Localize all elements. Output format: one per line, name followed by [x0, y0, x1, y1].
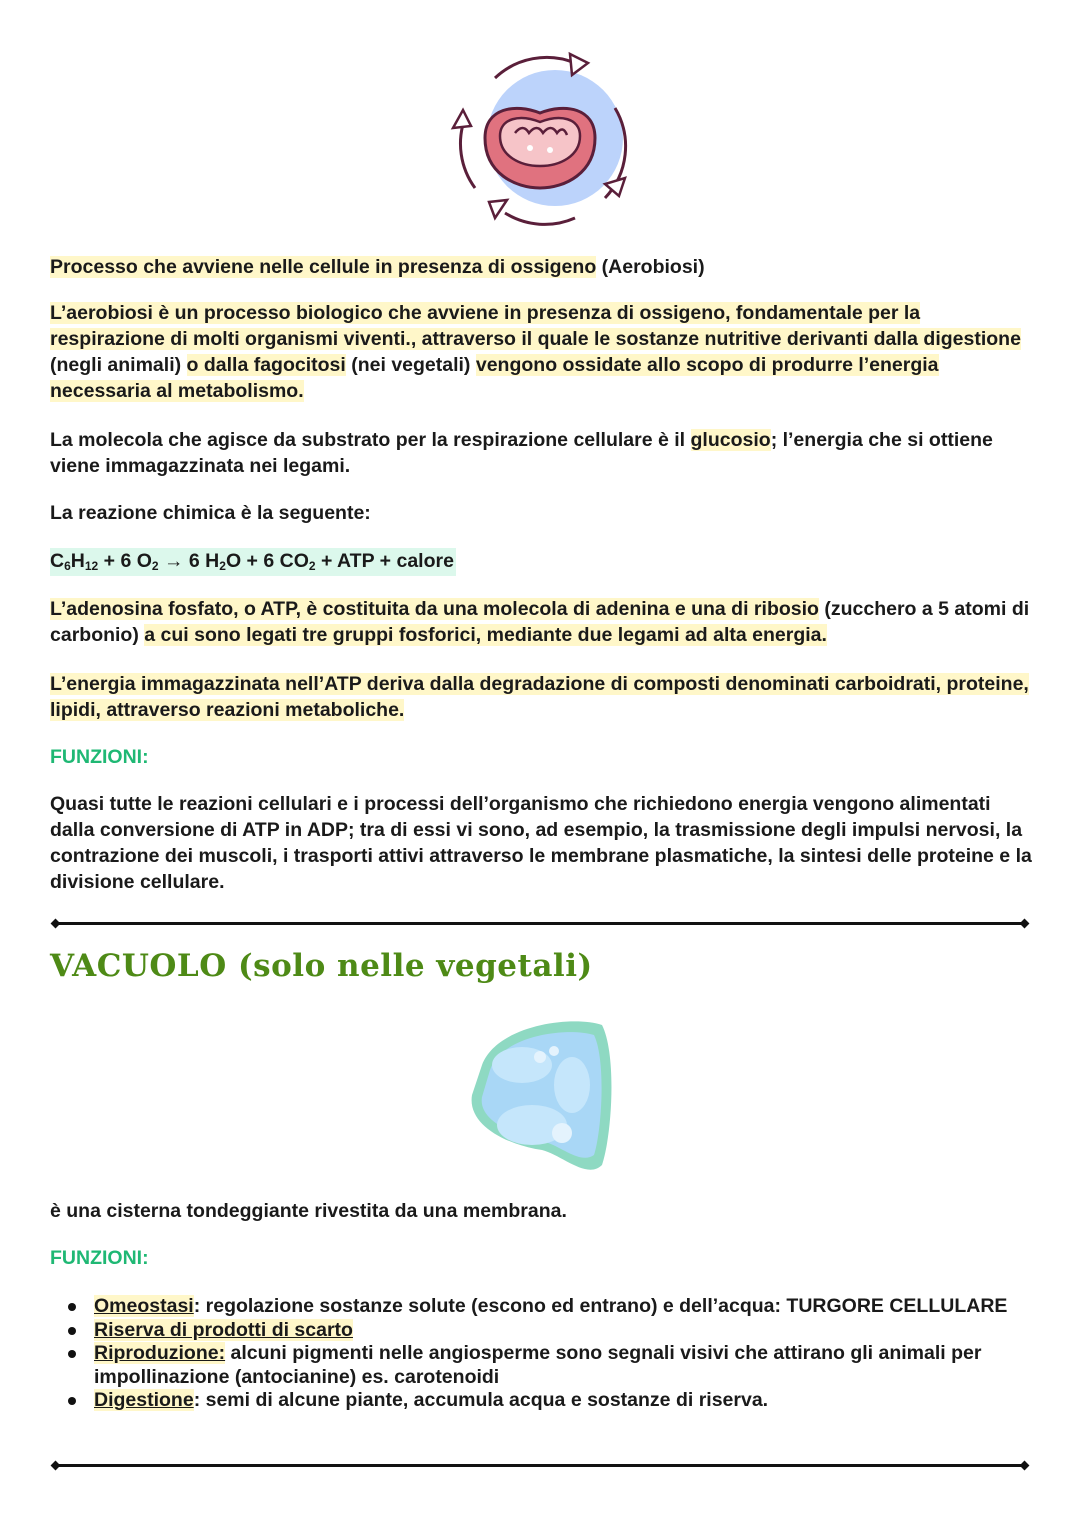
list-term: Riproduzione:	[94, 1342, 226, 1364]
eq-part: O + 6 CO	[225, 550, 309, 572]
intro-line	[50, 254, 1035, 280]
funzioni-label-vacuolo: FUNZIONI:	[50, 1247, 149, 1269]
mitochondrion-illustration	[445, 48, 635, 233]
eq-part: + 6 O	[98, 550, 152, 572]
eq-part: C	[50, 550, 65, 572]
text-segment: ; l’energia che si ottiene viene immagazzinata nei legami.	[50, 429, 993, 477]
vacuolo-description: è una cisterna tondeggiante rivestita da una membrana.	[50, 1200, 567, 1222]
list-term: Digestione	[94, 1389, 194, 1411]
chemical-equation	[50, 548, 1035, 574]
text-segment: o dalla fagocitosi	[186, 354, 346, 376]
atp-paragraph	[50, 596, 1035, 648]
text-segment: L’aerobiosi è un processo biologico che avviene in presenza di ossigeno, fondamentale per la respirazione di molti organismi viventi., attraverso il quale le sostanze nutritive derivanti dalla digestione	[50, 302, 1021, 350]
list-item	[94, 1389, 1035, 1413]
intro-rest: (Aerobiosi)	[596, 256, 705, 278]
section-title-vacuolo: VACUOLO (solo nelle vegetali)	[50, 948, 593, 984]
list-text: regolazione sostanze solute (escono ed entrano) e dell’acqua: TURGORE CELLULARE	[200, 1295, 1008, 1317]
eq-part: + ATP + calore	[315, 550, 454, 572]
text-segment: L’adenosina fosfato, o ATP, è costituita da una molecola di adenina e una di ribosio	[50, 598, 819, 620]
eq-part: H	[70, 550, 85, 572]
energia-paragraph	[50, 671, 1035, 723]
text-segment: L’energia immagazzinata nell’ATP deriva dalla degradazione di composti denominati carboidrati, proteine, lipidi, attraverso reazioni metaboliche.	[50, 673, 1029, 721]
text-segment: vengono ossidate allo scopo di produrre l’energia necessaria al metabolismo.	[50, 354, 939, 402]
text-segment: La molecola che agisce da substrato per la respirazione cellulare è il	[50, 429, 691, 451]
list-sep: :	[193, 1295, 201, 1317]
eq-sub: 2	[308, 559, 316, 573]
list-text: semi di alcune piante, accumula acqua e sostanze di riserva.	[200, 1389, 769, 1411]
text-segment: (nei vegetali)	[345, 354, 476, 376]
vacuole-illustration	[462, 1015, 617, 1175]
list-term: Riserva di prodotti di scarto	[94, 1318, 353, 1341]
eq-sub: 12	[84, 559, 99, 573]
molecola-paragraph	[50, 427, 1035, 479]
text-segment: (zucchero a 5 atomi di carbonio)	[50, 598, 1030, 646]
funzioni-text: Quasi tutte le reazioni cellulari e i processi dell’organismo che richiedono energia vengono alimentati dalla conversione di ATP in ADP; tra di essi vi sono, ad esempio, la trasmissione degli impulsi nervosi, la contrazione dei muscoli, i trasporti attivi attraverso le membrane plasmatiche, la sintesi delle proteine e la divisione cellulare.	[50, 793, 1032, 893]
eq-sub: 6	[64, 559, 71, 573]
text-segment: (negli animali)	[50, 354, 187, 376]
intro-highlight: Processo che avviene nelle cellule in presenza di ossigeno	[50, 256, 597, 278]
list-sep: :	[193, 1389, 201, 1411]
text-segment: a cui sono legati tre gruppi fosforici, mediante due legami ad alta energia.	[144, 624, 827, 646]
divider	[55, 922, 1025, 925]
divider	[55, 1464, 1025, 1467]
list-item	[94, 1319, 1035, 1343]
aerobiosi-paragraph	[50, 300, 1035, 404]
funzioni-list	[50, 1295, 1035, 1413]
list-item	[94, 1295, 1035, 1319]
reaction-intro: La reazione chimica è la seguente:	[50, 502, 371, 524]
eq-sub: 2	[219, 559, 226, 573]
eq-sub: 2	[151, 559, 159, 573]
list-item	[94, 1342, 1035, 1389]
funzioni-label: FUNZIONI:	[50, 746, 149, 768]
list-text: alcuni pigmenti nelle angiosperme sono segnali visivi che attirano gli animali per impollinazione (antocianine) es. carotenoidi	[94, 1342, 982, 1388]
glucosio-highlight: glucosio	[690, 429, 771, 451]
list-term: Omeostasi	[94, 1295, 194, 1317]
eq-part: → 6 H	[158, 550, 220, 572]
